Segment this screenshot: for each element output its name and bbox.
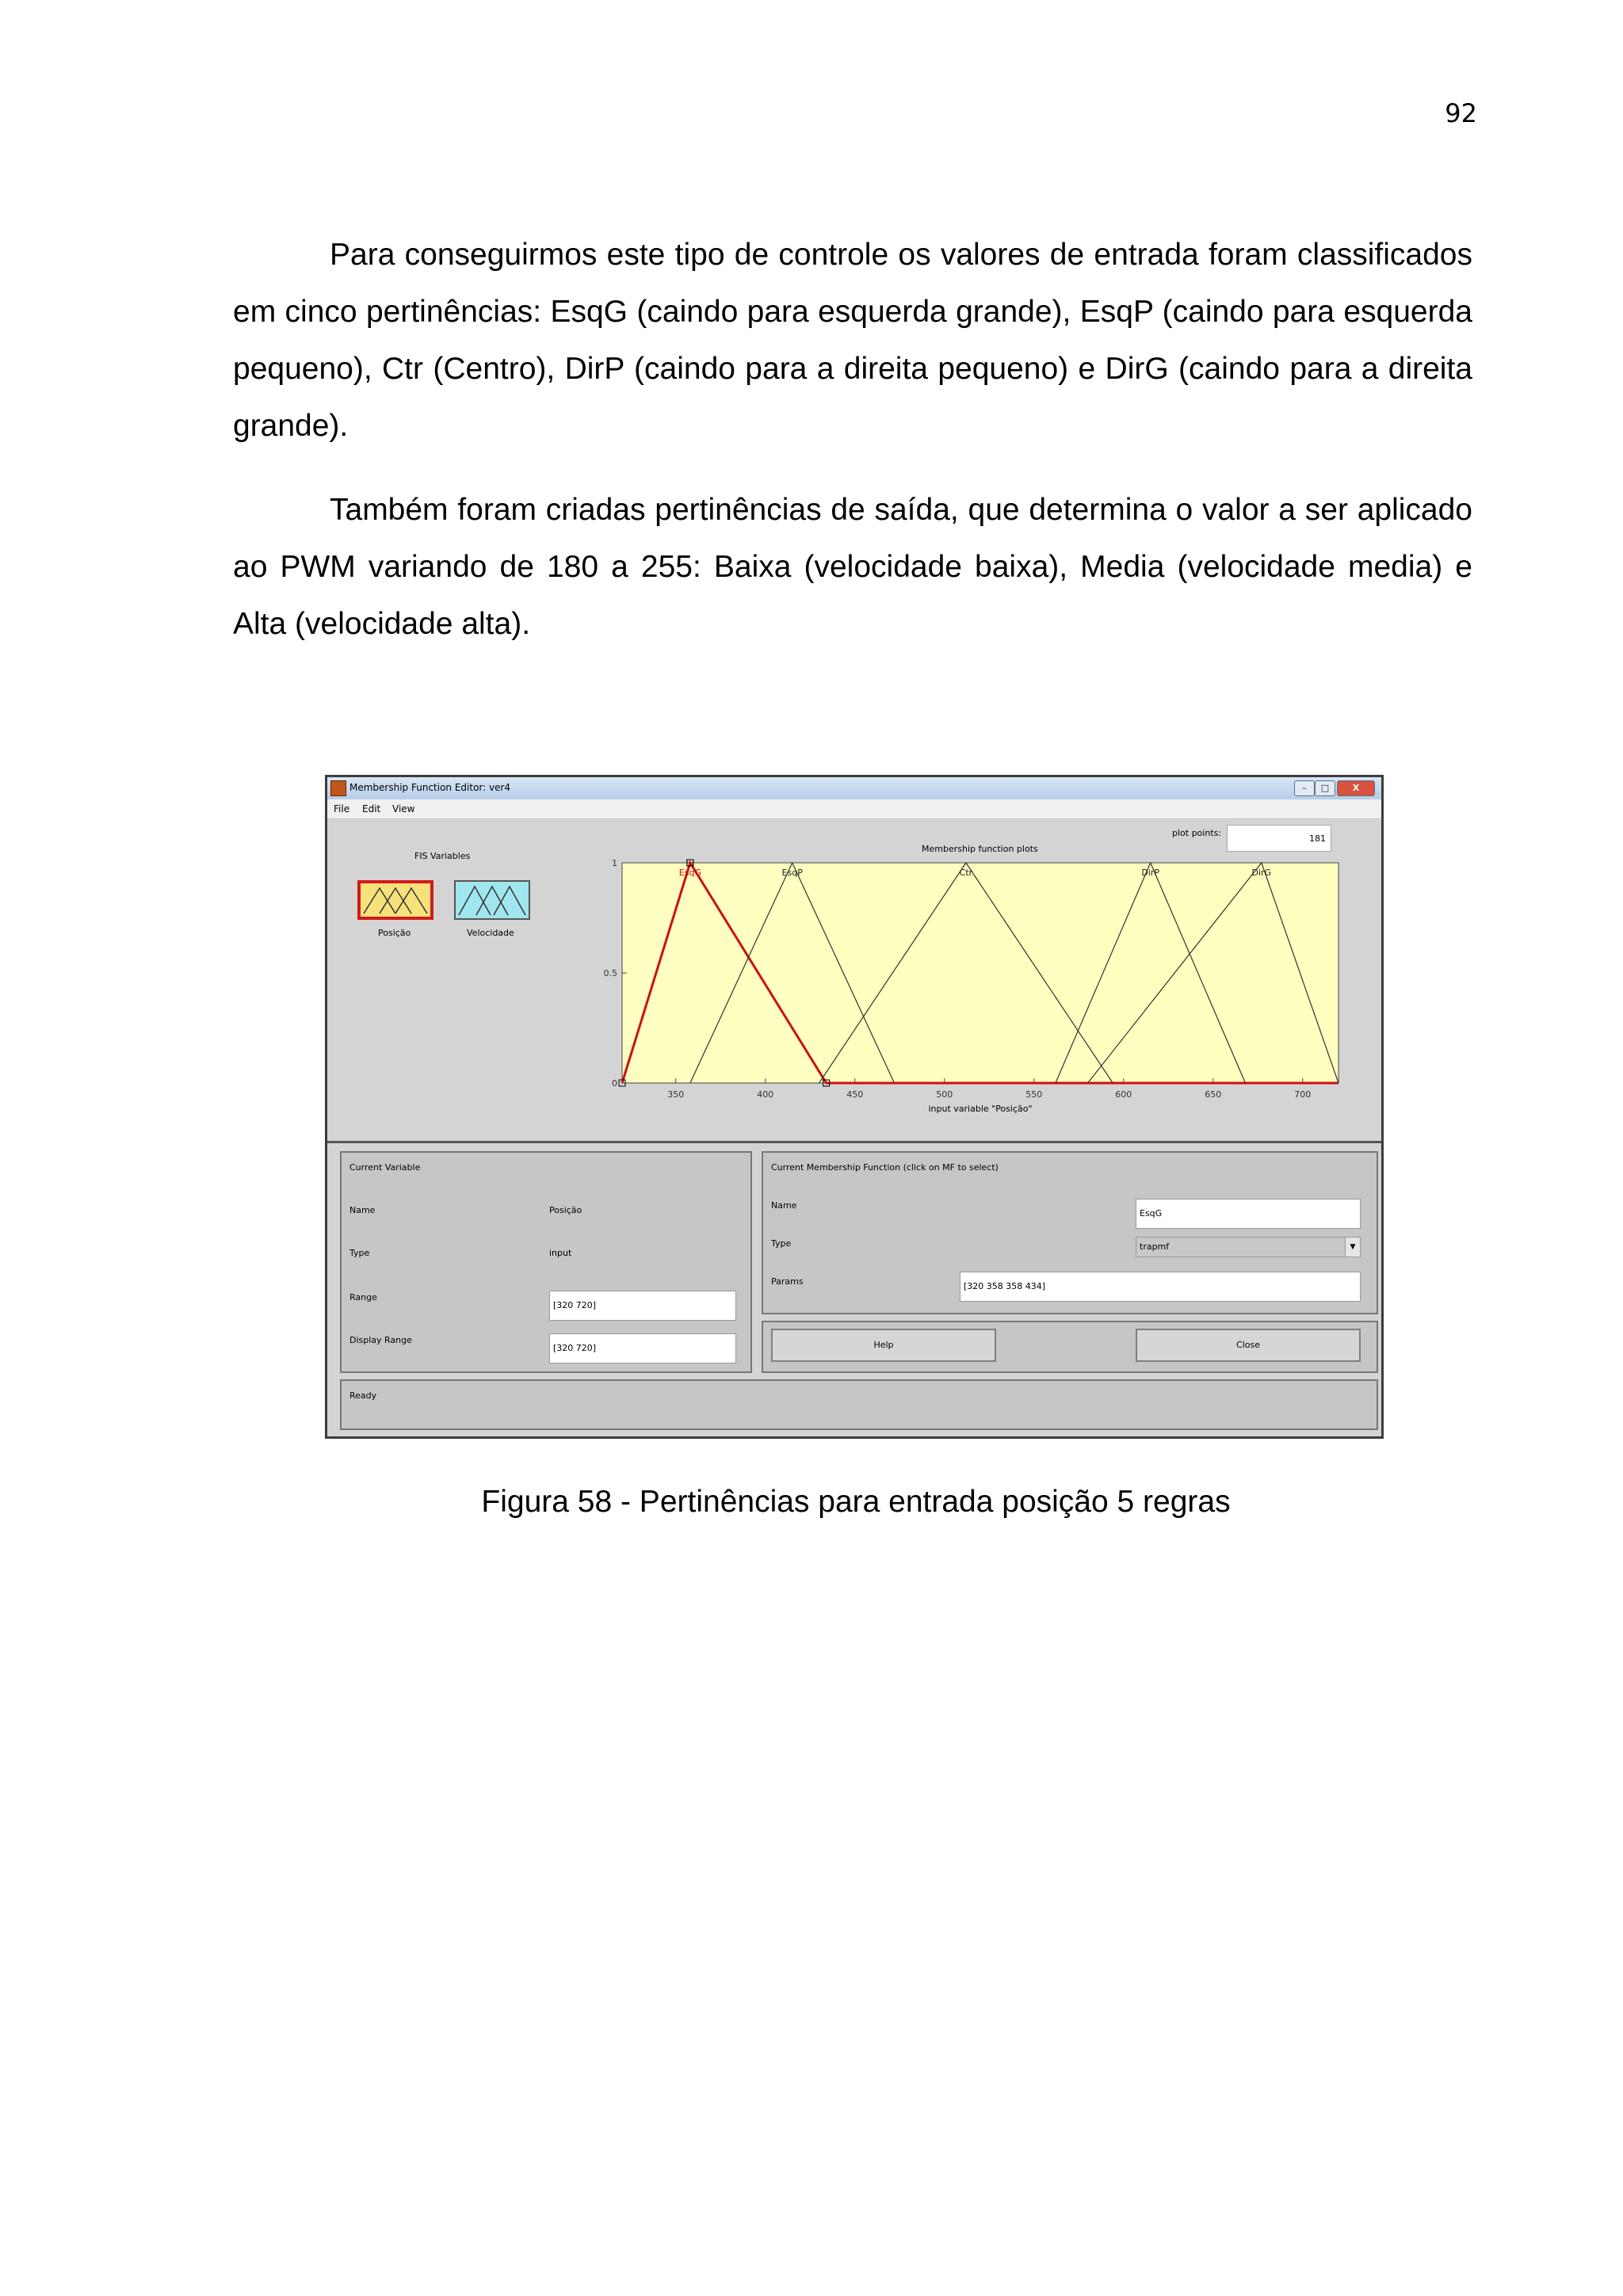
variable-type-label: Type bbox=[349, 1248, 370, 1258]
variable-type-value: input bbox=[549, 1248, 572, 1258]
mf-name-input[interactable]: EsqG bbox=[1136, 1199, 1361, 1229]
fis-input-box[interactable] bbox=[357, 880, 433, 920]
output-mf-icon bbox=[456, 882, 529, 918]
paragraph-2: Também foram criadas pertinências de saída, que determina o valor a ser aplicado ao PWM variando de 180 a 255: Baixa (velocidade baixa), Media (velocidade media) e Alta (velocidade alta). bbox=[233, 493, 1472, 641]
y-tick-label-0: 0 bbox=[612, 1078, 617, 1089]
button-panel bbox=[762, 1321, 1378, 1373]
plot-points-label: plot points: bbox=[1172, 828, 1222, 838]
mf-params-label: Params bbox=[771, 1276, 804, 1287]
fis-output-box[interactable] bbox=[454, 880, 530, 920]
current-mf-panel bbox=[762, 1151, 1378, 1314]
y-tick-label-1: 0.5 bbox=[603, 968, 617, 978]
plot-points-input[interactable]: 181 bbox=[1227, 825, 1331, 852]
y-tick-label-2: 1 bbox=[612, 858, 617, 868]
mf-label-dirg: DirG bbox=[1251, 868, 1272, 878]
x-tick-label-6: 650 bbox=[1205, 1089, 1222, 1100]
x-axis-label: input variable "Posição" bbox=[928, 1104, 1033, 1114]
status-text: Ready bbox=[349, 1390, 377, 1401]
window-close-button[interactable] bbox=[1337, 780, 1375, 796]
x-tick-label-3: 500 bbox=[936, 1089, 953, 1100]
plot-title: Membership function plots bbox=[922, 844, 1038, 854]
page-number: 92 bbox=[1445, 98, 1477, 128]
fis-variables-label: FIS Variables bbox=[414, 851, 471, 861]
display-range-input[interactable]: [320 720] bbox=[549, 1333, 736, 1363]
menu-edit[interactable]: Edit bbox=[362, 803, 381, 814]
range-label: Range bbox=[349, 1292, 377, 1302]
fis-input-label: Posição bbox=[378, 928, 411, 938]
membership-function-editor-window bbox=[325, 775, 1384, 1439]
mf-label-esqp: EsqP bbox=[781, 868, 803, 878]
title-bar bbox=[327, 777, 1381, 800]
input-mf-icon bbox=[361, 883, 430, 917]
mf-label-ctr: Ctr bbox=[959, 868, 973, 878]
maximize-button[interactable] bbox=[1315, 780, 1335, 796]
close-button[interactable]: Close bbox=[1136, 1329, 1361, 1362]
close-icon: X bbox=[1352, 783, 1360, 793]
mf-type-select[interactable] bbox=[1136, 1237, 1361, 1257]
mf-label-dirp: DirP bbox=[1141, 868, 1160, 878]
current-variable-title: Current Variable bbox=[349, 1162, 421, 1173]
variable-name-label: Name bbox=[349, 1205, 376, 1215]
x-tick-label-1: 400 bbox=[757, 1089, 774, 1100]
figure-caption: Figura 58 - Pertinências para entrada posição 5 regras bbox=[481, 1485, 1231, 1519]
mf-params-input[interactable]: [320 358 358 434] bbox=[960, 1272, 1361, 1302]
x-tick-label-7: 700 bbox=[1294, 1089, 1312, 1100]
mf-name-label: Name bbox=[771, 1200, 797, 1211]
range-input[interactable]: [320 720] bbox=[549, 1291, 736, 1321]
help-button[interactable]: Help bbox=[771, 1329, 996, 1362]
x-tick-label-0: 350 bbox=[667, 1089, 685, 1100]
x-tick-label-5: 600 bbox=[1115, 1089, 1132, 1100]
menu-file[interactable]: File bbox=[334, 803, 350, 814]
x-tick-label-4: 550 bbox=[1025, 1089, 1043, 1100]
maximize-icon: □ bbox=[1320, 783, 1330, 793]
mf-label-esqg: EsqG bbox=[678, 868, 701, 878]
chevron-down-icon: ▼ bbox=[1345, 1238, 1360, 1257]
minimize-button[interactable] bbox=[1294, 780, 1315, 796]
current-mf-title: Current Membership Function (click on MF to select) bbox=[771, 1162, 999, 1173]
divider bbox=[327, 1141, 1381, 1143]
matlab-icon bbox=[330, 780, 346, 796]
x-tick-label-2: 450 bbox=[846, 1089, 864, 1100]
paragraph-1: Para conseguirmos este tipo de controle os valores de entrada foram classificados em cinco pertinências: EsqG (caindo para esquerda grande), EsqP (caindo para esquerda pequeno), Ctr (Centro), DirP (caindo para a direita pequeno) e DirG (caindo para a direita grande). bbox=[233, 238, 1472, 443]
variable-name-value: Posição bbox=[549, 1205, 582, 1215]
current-variable-panel bbox=[340, 1151, 752, 1373]
mf-type-label: Type bbox=[771, 1238, 792, 1249]
status-panel bbox=[340, 1379, 1378, 1430]
mf-type-value: trapmf bbox=[1140, 1241, 1170, 1252]
display-range-label: Display Range bbox=[349, 1335, 412, 1345]
minimize-icon: – bbox=[1302, 783, 1307, 793]
fis-output-label: Velocidade bbox=[467, 928, 514, 938]
menu-view[interactable]: View bbox=[392, 803, 415, 814]
menu-bar bbox=[327, 799, 1381, 819]
window-title: Membership Function Editor: ver4 bbox=[349, 782, 511, 793]
membership-function-plot[interactable] bbox=[597, 856, 1381, 1142]
